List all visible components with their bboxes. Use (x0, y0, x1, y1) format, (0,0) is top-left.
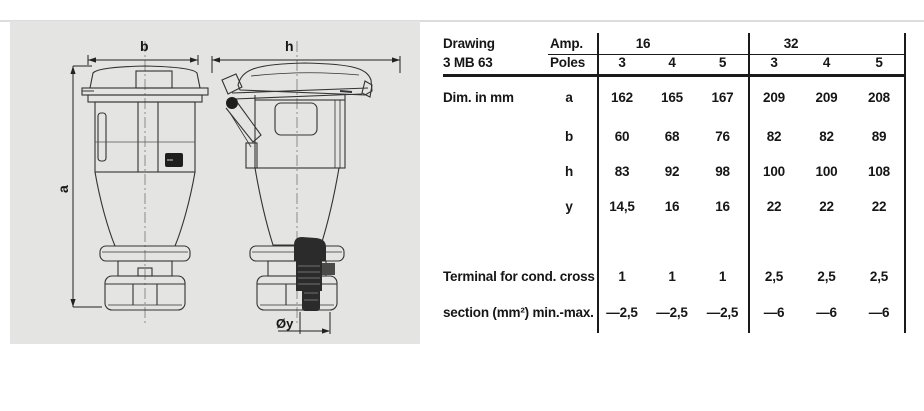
dim-row-y: y 14,5 16 16 22 22 22 (443, 198, 908, 216)
poles-32-3: 3 (770, 55, 778, 70)
lid-seal (232, 88, 368, 99)
poles-16-5: 5 (718, 55, 727, 70)
dim-row-a: Dim. in mm a 162 165 167 209 209 208 (443, 90, 890, 105)
param-a: a (565, 90, 573, 105)
housing-body-side (255, 95, 345, 168)
connector-drawing (10, 21, 420, 344)
divider-poles (597, 33, 599, 333)
lid-window (275, 103, 317, 135)
dim-row-b: b 60 68 76 82 82 89 (443, 128, 908, 146)
terminal-label-line1: Terminal for cond. cross (443, 269, 595, 284)
drawing-label: Drawing (443, 36, 495, 51)
header-rule (443, 74, 905, 77)
drawing-number: 3 MB 63 (443, 55, 493, 70)
header-row-amp (443, 35, 908, 53)
terminal-label-line2: section (mm²) min.-max. (443, 305, 594, 320)
front-view (55, 38, 208, 323)
amp-group-32: 32 (783, 36, 799, 51)
hinge-pin (226, 97, 238, 109)
terminal-row-min: Terminal for cond. cross 1 1 1 2,5 2,5 2,5 (443, 269, 889, 284)
divider-groups (748, 33, 750, 333)
divider-right (904, 33, 906, 333)
dim-row-h: h 83 92 98 100 100 108 (443, 163, 908, 181)
dim-label-b: b (140, 38, 149, 54)
param-y: y (565, 199, 573, 214)
dimension-b (88, 55, 198, 65)
poles-32-4: 4 (822, 55, 831, 70)
dimension-drawing-panel (10, 21, 420, 344)
poles-label: Poles (550, 55, 586, 70)
amp-group-16: 16 (635, 36, 651, 51)
dim-section-label: Dim. in mm (443, 90, 514, 105)
terminal-row-max: section (mm²) min.-max. —2,5 —2,5 —2,5 —6 —6 —6 (443, 305, 890, 320)
side-view (212, 38, 400, 334)
dim-label-oy: Øy (276, 316, 294, 331)
dimension-h (212, 56, 400, 73)
poles-16-4: 4 (668, 55, 676, 70)
amp-label: Amp. (550, 36, 583, 51)
header-row-poles (443, 54, 908, 72)
poles-16-3: 3 (618, 55, 626, 70)
dim-label-h: h (285, 38, 294, 54)
dimension-table (443, 33, 908, 335)
param-h: h (564, 164, 574, 179)
poles-32-5: 5 (875, 55, 883, 70)
dim-label-a: a (55, 185, 71, 193)
strain-relief-clip (294, 237, 335, 311)
param-b: b (564, 129, 574, 144)
